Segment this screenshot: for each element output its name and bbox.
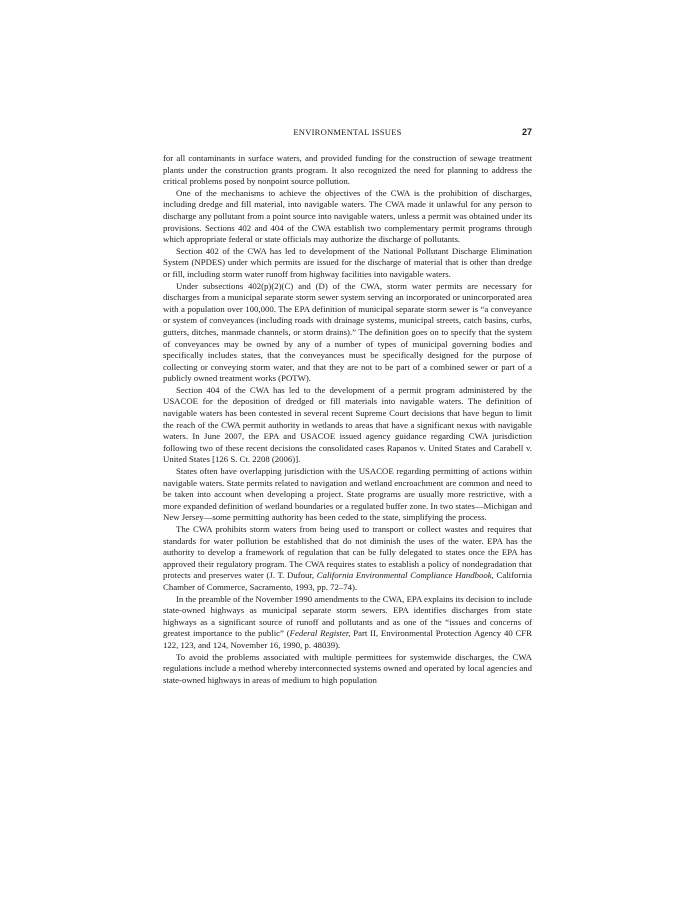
paragraph <box>163 524 532 594</box>
paragraph <box>163 281 532 385</box>
text-run: Under subsections 402(p)(2)(C) and (D) of the CWA, storm water permits are necessary for discharges from a municipal separate storm sewer system serving an incorporated or unincorporated area with a population over 100,000. The EPA definition of municipal separate storm sewer is “a conveyance or system of conveyances (including roads with drainage systems, municipal streets, catch basins, curbs, gutters, ditches, manmade channels, or storm drains).” The definition goes on to specify that the system of conveyances may be owned by any of a number of types of municipal governing bodies and specifically includes states, that the conveyances must be specifically designed for the purpose of collecting or conveying storm water, and that they are not to be part of a combined sewer or part of a publicly owned treatment works (POTW). <box>163 280 532 384</box>
paragraph <box>163 466 532 524</box>
text-run: One of the mechanisms to achieve the objectives of the CWA is the prohibition of discharges, including dredge and fill material, into navigable waters. The CWA made it unlawful for any person to discharge any pollutant from a point source into navigable waters, unless a permit was obtained under its provisions. Sections 402 and 404 of the CWA establish two complementary permit programs through which appropriate federal or state officials may authorize the discharge of pollutants. <box>163 187 532 245</box>
text-run: To avoid the problems associated with multiple permittees for systemwide discharges, the CWA regulations include a method whereby interconnected systems owned and operated by local agencies and state-owned highways in areas of medium to high population <box>163 651 532 685</box>
italic-citation: Federal Register, <box>289 628 351 639</box>
paragraph <box>163 153 532 188</box>
paragraph <box>163 188 532 246</box>
page-number: 27 <box>521 127 532 137</box>
paragraph <box>163 246 532 281</box>
text-run: California Chamber of Commerce, Sacramento, 1993, pp. 72–74). <box>163 570 532 592</box>
text-run: Section 404 of the CWA has led to the development of a permit program administered by the USACOE for the deposition of dredged or fill materials into navigable waters. The definition of navigable waters has been contested in several recent Supreme Court decisions that have begun to limit the reach of the CWA permit authority in wetlands to areas that have a significant nexus with navigable waters. In June 2007, the EPA and USACOE issued agency guidance regarding CWA jurisdiction following two of these recent decisions the consolidated cases Rapanos v. United States and Carabell v. United States [126 S. Ct. 2208 (2006)]. <box>163 384 532 465</box>
running-head <box>163 126 532 138</box>
running-title: ENVIRONMENTAL ISSUES <box>293 127 402 137</box>
text-run: Part II, Environmental Protection Agency 40 CFR 122, 123, and 124, November 16, 1990, p. 48039). <box>163 628 533 650</box>
paragraph <box>163 594 532 652</box>
body-text <box>163 153 532 686</box>
paragraph <box>163 652 532 687</box>
text-run: for all contaminants in surface waters, and provided funding for the construction of sewage treatment plants under the construction grants program. It also recognized the need for planning to address the critical problems posed by nonpoint source pollution. <box>163 153 532 187</box>
paragraph <box>163 385 532 466</box>
text-run: In the preamble of the November 1990 amendments to the CWA, EPA explains its decision to include state-owned highways as municipal separate storm sewers. EPA identifies discharges from state highways as a significant source of runoff and pollutants and as one of the “issues and concerns of greatest importance to the public” ( <box>163 593 532 639</box>
text-run: States often have overlapping jurisdiction with the USACOE regarding permitting of actions within navigable waters. State permits related to navigation and wetland encroachment are common and need to be taken into account when developing a project. State programs are usually more restrictive, with a more expanded definition of wetland boundaries or a regulated buffer zone. In two states—Michigan and New Jersey—some permitting authority has been ceded to the state, simplifying the process. <box>163 466 532 523</box>
text-run: Section 402 of the CWA has led to development of the National Pollutant Discharge Elimination System (NPDES) under which permits are issued for the discharge of material that is other than dredge or fill, including storm water runoff from highway facilities into navigable waters. <box>163 245 532 279</box>
italic-citation: California Environmental Compliance Handbook, <box>316 570 494 581</box>
text-run: The CWA prohibits storm waters from being used to transport or collect wastes and requires that standards for water pollution be established that do not diminish the uses of the water. EPA has the authority to develop a framework of regulation that can be fully delegated to states once the EPA has approved their regulatory program. The CWA requires states to establish a policy of nondegradation that protects and preserves water (J. T. Dufour, <box>163 524 532 581</box>
